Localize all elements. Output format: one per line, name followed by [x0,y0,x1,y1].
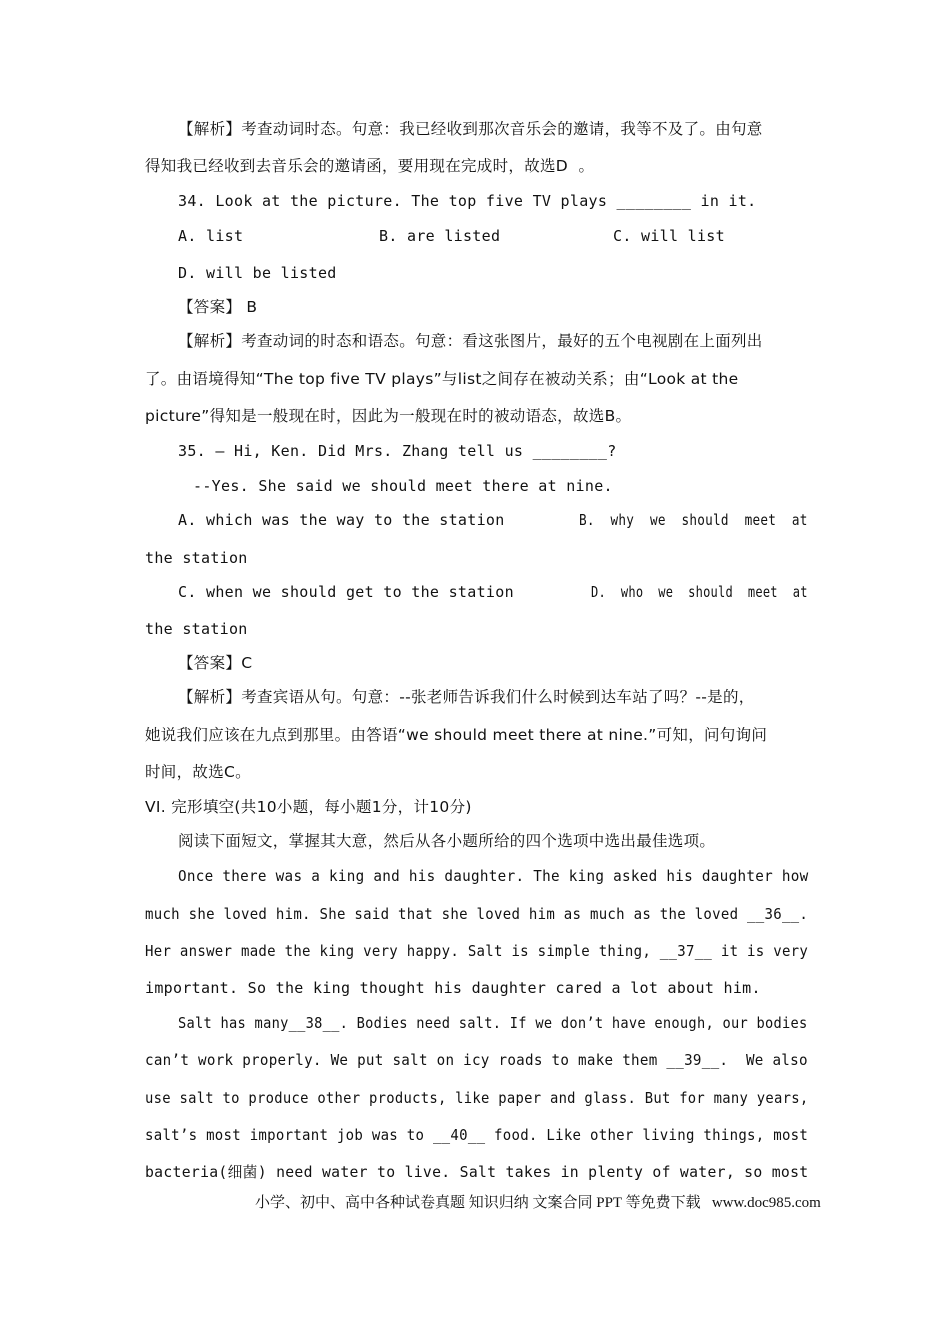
section-6-instructions: 阅读下面短文，掌握其大意，然后从各小题所给的四个选项中选出最佳选项。 [178,832,716,850]
passage-p2-line-4: salt’s most important job was to __40__ food. Like other living things, most [145,1126,809,1144]
answer-34: 【答案】 B [178,298,258,316]
explanation-34-line-3: picture”得知是一般现在时，因此为一般现在时的被动语态，故选B。 [145,407,632,425]
option-34-b: B. are listed [379,227,501,245]
passage-p1-line-3: Her answer made the king very happy. Salt is simple thing, __37__ it is very [145,942,809,960]
passage-p2-line-5: bacteria(细菌) need water to live. Salt takes in plenty of water, so most [145,1163,809,1181]
blank-39: __39__ [666,1051,720,1069]
option-35-a: A. which was the way to the station [178,511,505,529]
option-35-b-cont: the station [145,549,248,567]
option-34-a: A. list [178,227,244,245]
answer-35: 【答案】C [178,654,253,672]
explanation-35-line-3: 时间，故选C。 [145,763,251,781]
blank-38: __38__ [288,1014,340,1032]
page-footer: 小学、初中、高中各种试卷真题 知识归纳 文案合同 PPT 等免费下载 www.doc985.com [255,1195,821,1211]
passage-p1-line-2: much she loved him. She said that she loved him as much as the loved __36__. [145,905,809,923]
passage-p2-line-1: Salt has many__38__. Bodies need salt. If we don’t have enough, our bodies [178,1014,808,1032]
blank-40: __40__ [432,1126,486,1144]
option-34-d: D. will be listed [178,264,337,282]
question-35-reply: --Yes. She said we should meet there at nine. [193,477,613,495]
option-35-d-cont: the station [145,620,248,638]
explanation-34-line-1: 【解析】考查动词的时态和语态。句意：看这张图片，最好的五个电视剧在上面列出 [178,332,763,350]
option-35-d: D. who we should meet at [591,583,808,601]
passage-p2-line-2: can’t work properly. We put salt on icy roads to make them __39__. We also [145,1051,808,1069]
section-6-heading: VI. 完形填空(共10小题，每小题1分，计10分) [145,798,472,816]
question-34: 34. Look at the picture. The top five TV plays ________ in it. [178,192,757,210]
passage-p1-line-4: important. So the king thought his daughter cared a lot about him. [145,979,761,997]
option-35-c: C. when we should get to the station [178,583,514,601]
explanation-35-line-1: 【解析】考查宾语从句。句意：--张老师告诉我们什么时候到达车站了吗？--是的， [178,688,755,706]
explanation-34-line-2: 了。由语境得知“The top five TV plays”与list之间存在被动关系；由“Look at the [145,370,739,388]
blank-37: __37__ [659,942,713,960]
passage-p1-line-1: Once there was a king and his daughter. The king asked his daughter how [178,867,809,885]
passage-p2-line-3: use salt to produce other products, like paper and glass. But for many years, [145,1089,809,1107]
option-35-b: B. why we should meet at [579,511,808,529]
explanation-33-line-2: 得知我已经收到去音乐会的邀请函，要用现在完成时，故选D 。 [145,157,595,175]
option-34-c: C. will list [613,227,725,245]
blank-36: __36__ [747,905,800,923]
question-35: 35. – Hi, Ken. Did Mrs. Zhang tell us ________? [178,442,617,460]
explanation-33-line-1: 【解析】考查动词时态。句意：我已经收到那次音乐会的邀请，我等不及了。由句意 [178,120,763,138]
explanation-35-line-2: 她说我们应该在九点到那里。由答语“we should meet there at nine.”可知，问句询问 [145,726,768,744]
